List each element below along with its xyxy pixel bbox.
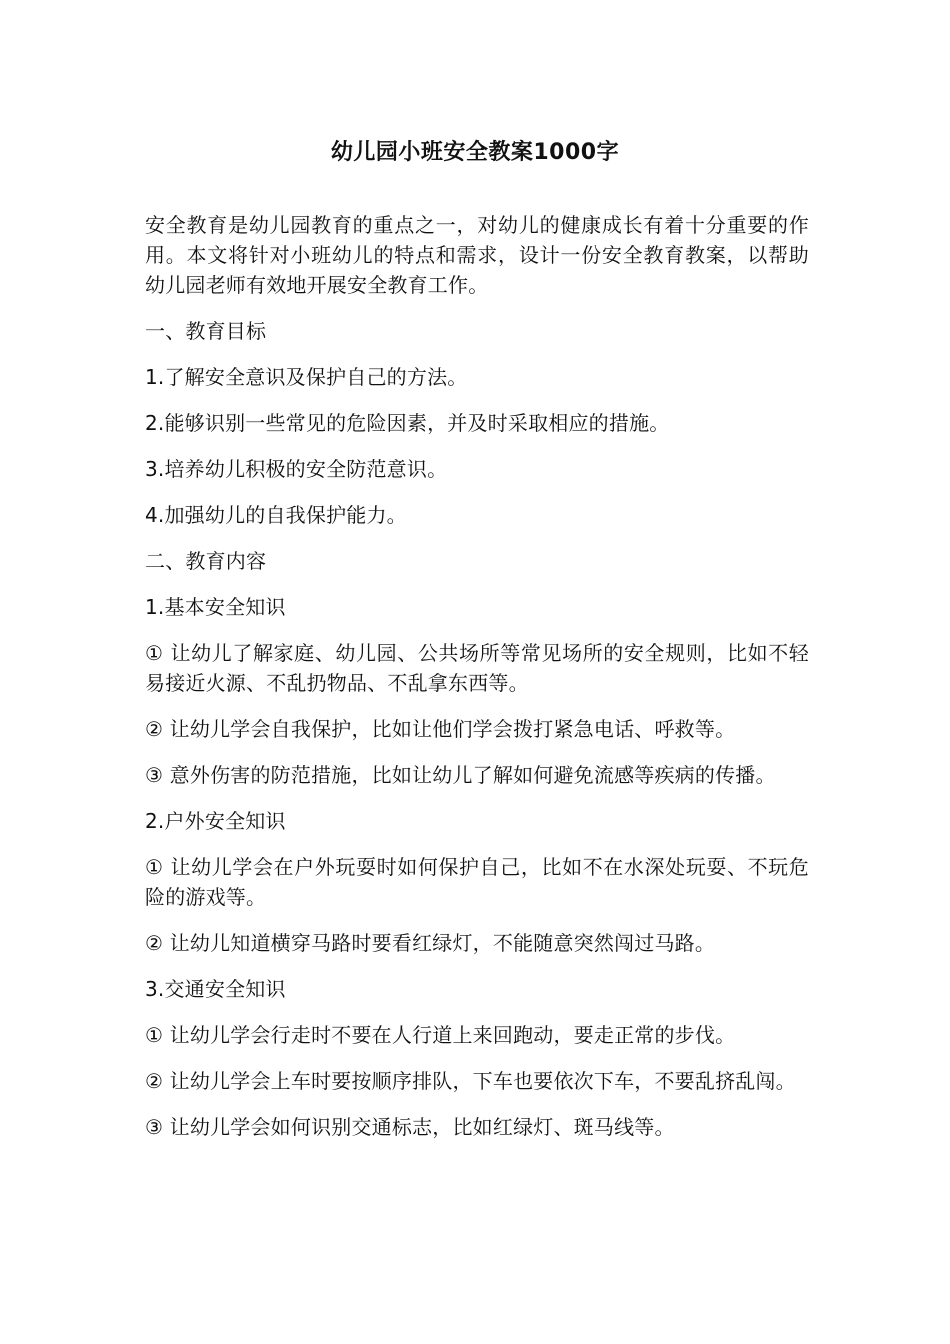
content-item: ① 让幼儿学会在户外玩耍时如何保护自己，比如不在水深处玩耍、不玩危险的游戏等。 xyxy=(145,855,809,909)
subsection-heading-outdoor: 2.户外安全知识 xyxy=(145,809,286,833)
section-heading-goals: 一、教育目标 xyxy=(145,319,267,343)
content-item: ② 让幼儿学会自我保护，比如让他们学会拨打紧急电话、呼救等。 xyxy=(145,717,736,741)
document-body xyxy=(145,210,809,1158)
goal-item: 1.了解安全意识及保护自己的方法。 xyxy=(145,365,468,389)
content-item: ③ 让幼儿学会如何识别交通标志，比如红绿灯、斑马线等。 xyxy=(145,1115,675,1139)
section-heading-content: 二、教育内容 xyxy=(145,549,267,573)
document-title: 幼儿园小班安全教案1000字 xyxy=(330,140,620,165)
goal-item: 2.能够识别一些常见的危险因素，并及时采取相应的措施。 xyxy=(145,411,670,435)
goal-item: 3.培养幼儿积极的安全防范意识。 xyxy=(145,457,448,481)
content-item: ① 让幼儿了解家庭、幼儿园、公共场所等常见场所的安全规则，比如不轻易接近火源、不乱扔物品、不乱拿东西等。 xyxy=(145,641,809,695)
subsection-heading-traffic: 3.交通安全知识 xyxy=(145,977,286,1001)
content-item: ① 让幼儿学会行走时不要在人行道上来回跑动，要走正常的步伐。 xyxy=(145,1023,736,1047)
intro-paragraph: 安全教育是幼儿园教育的重点之一，对幼儿的健康成长有着十分重要的作用。本文将针对小班幼儿的特点和需求，设计一份安全教育教案，以帮助幼儿园老师有效地开展安全教育工作。 xyxy=(145,213,809,297)
content-item: ② 让幼儿学会上车时要按顺序排队，下车也要依次下车，不要乱挤乱闯。 xyxy=(145,1069,796,1093)
content-item: ③ 意外伤害的防范措施，比如让幼儿了解如何避免流感等疾病的传播。 xyxy=(145,763,776,787)
goal-item: 4.加强幼儿的自我保护能力。 xyxy=(145,503,407,527)
subsection-heading-basic: 1.基本安全知识 xyxy=(145,595,286,619)
content-item: ② 让幼儿知道横穿马路时要看红绿灯，不能随意突然闯过马路。 xyxy=(145,931,716,955)
